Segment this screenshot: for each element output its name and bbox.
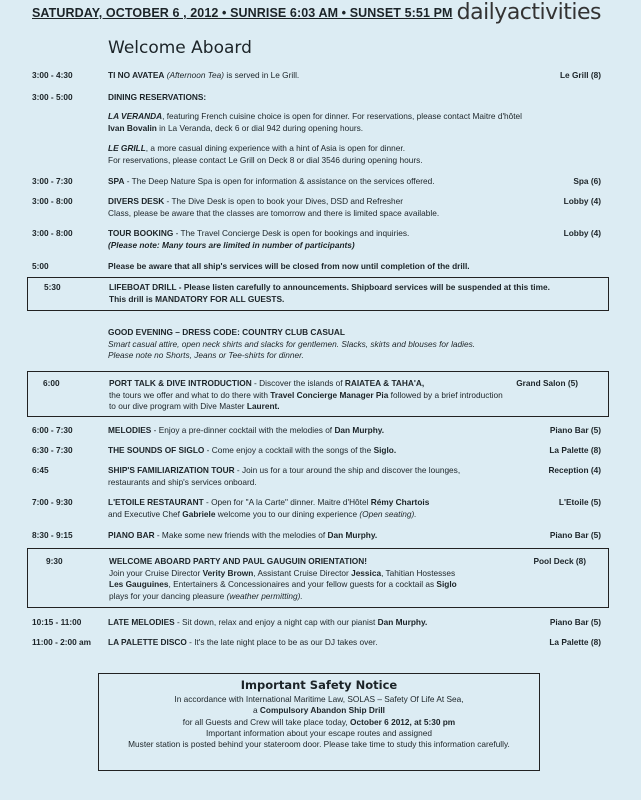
location: La Palette (8) bbox=[549, 445, 601, 455]
description: TOUR BOOKING - The Travel Concierge Desk is open for bookings and inquiries. (Please note: Many tours are limited in number of participants) bbox=[108, 228, 410, 250]
time: 3:00 - 5:00 bbox=[32, 92, 73, 102]
safety-line: for all Guests and Crew will take place today, October 6 2012, at 5:30 pm bbox=[182, 716, 456, 727]
description: DINING RESERVATIONS: bbox=[108, 92, 207, 102]
time: 8:30 - 9:15 bbox=[32, 530, 73, 540]
safety-line: Muster station is posted behind your stateroom door. Please take time to study this information carefully. bbox=[128, 739, 510, 750]
description: TI NO AVATEA (Afternoon Tea) is served in Le Grill. bbox=[108, 70, 300, 80]
location: Spa (6) bbox=[573, 176, 601, 186]
description: LATE MELODIES - Sit down, relax and enjoy a night cap with our pianist Dan Murphy. bbox=[108, 617, 428, 627]
time: 3:00 - 7:30 bbox=[32, 176, 73, 186]
lifeboat-drill-box bbox=[27, 277, 609, 311]
location: L'Etoile (5) bbox=[558, 497, 601, 507]
time: 3:00 - 8:00 bbox=[32, 228, 73, 238]
time: 6:30 - 7:30 bbox=[32, 445, 73, 455]
location: Reception (4) bbox=[548, 465, 601, 475]
location: Piano Bar (5) bbox=[549, 530, 601, 540]
location: Piano Bar (5) bbox=[549, 425, 601, 435]
location: Lobby (4) bbox=[563, 228, 601, 238]
safety-line: a Compulsory Abandon Ship Drill bbox=[253, 705, 385, 716]
description: SPA - The Deep Nature Spa is open for information & assistance on the services offered. bbox=[108, 176, 435, 186]
location: Pool Deck (8) bbox=[533, 556, 586, 566]
time: 6:00 - 7:30 bbox=[32, 425, 73, 435]
time: 5:30 bbox=[44, 282, 61, 292]
description: L'ETOILE RESTAURANT - Open for "A la Carte" dinner. Maitre d'Hôtel Rémy Chartois and Executive Chef Gabriele welcome you to our dining experience (Open seating). bbox=[108, 497, 430, 519]
time: 9:30 bbox=[46, 556, 63, 566]
location: La Palette (8) bbox=[549, 637, 601, 647]
time: 3:00 - 4:30 bbox=[32, 70, 73, 80]
welcome-heading: Welcome Aboard bbox=[108, 38, 252, 58]
safety-notice-box bbox=[98, 673, 540, 771]
description: SHIP'S FAMILIARIZATION TOUR - Join us for a tour around the ship and discover the lounges, restaurants and ship's services onboard. bbox=[108, 465, 461, 487]
location: Le Grill (8) bbox=[559, 70, 601, 80]
description: WELCOME ABOARD PARTY AND PAUL GAUGUIN ORIENTATION! Join your Cruise Director Verity Brown, Assistant Cruise Director Jessica, Tahitian Hostesses Les Gauguines, Entertainers & Concessionaires and your fellow guests for a cocktail as Siglo plays for your dancing pleasure (weather permitting). bbox=[109, 556, 457, 601]
time: 7:00 - 9:30 bbox=[32, 497, 73, 507]
description: DIVERS DESK - The Dive Desk is open to book your Dives, DSD and Refresher Class, please be aware that the classes are tomorrow and there is limited space available. bbox=[108, 196, 440, 218]
description: THE SOUNDS OF SIGLO - Come enjoy a cocktail with the songs of the Siglo. bbox=[108, 445, 397, 455]
time: 6:00 bbox=[43, 378, 60, 388]
time: 10:15 - 11:00 bbox=[32, 617, 82, 627]
safety-line: In accordance with International Maritime Law, SOLAS – Safety Of Life At Sea, bbox=[174, 694, 464, 705]
description: PIANO BAR - Make some new friends with the melodies of Dan Murphy. bbox=[108, 530, 378, 540]
description: LA PALETTE DISCO - It's the late night place to be as our DJ takes over. bbox=[108, 637, 378, 647]
time: 11:00 - 2:00 am bbox=[32, 637, 92, 647]
description: LIFEBOAT DRILL - Please listen carefully to announcements. Shipboard services will be suspended at this time. This drill is MANDATORY FOR ALL GUESTS. bbox=[109, 282, 550, 304]
welcome-party-box bbox=[27, 548, 609, 608]
safety-title: Important Safety Notice bbox=[240, 678, 398, 692]
time: 3:00 - 8:00 bbox=[32, 196, 73, 206]
description: MELODIES - Enjoy a pre-dinner cocktail with the melodies of Dan Murphy. bbox=[108, 425, 385, 435]
location: Lobby (4) bbox=[563, 196, 601, 206]
brand-title: dailyactivities bbox=[456, 0, 601, 25]
description: Please be aware that all ship's services will be closed from now until completion of the drill. bbox=[108, 261, 470, 271]
date-line: SATURDAY, OCTOBER 6 , 2012 • SUNRISE 6:03 AM • SUNSET 5:51 PM bbox=[32, 6, 453, 20]
port-talk-box bbox=[27, 371, 609, 417]
location: Piano Bar (5) bbox=[549, 617, 601, 627]
safety-line: Important information about your escape routes and assigned bbox=[206, 727, 432, 738]
time: 6:45 bbox=[32, 465, 49, 475]
description: PORT TALK & DIVE INTRODUCTION - Discover the islands of RAIATEA & TAHA'A, the tours we offer and what to do there with Travel Concierge Manager Pia followed by a brief introduction to our dive program with Dive Master Laurent. bbox=[109, 378, 503, 411]
time: 5:00 bbox=[32, 261, 49, 271]
location: Grand Salon (5) bbox=[516, 378, 578, 388]
